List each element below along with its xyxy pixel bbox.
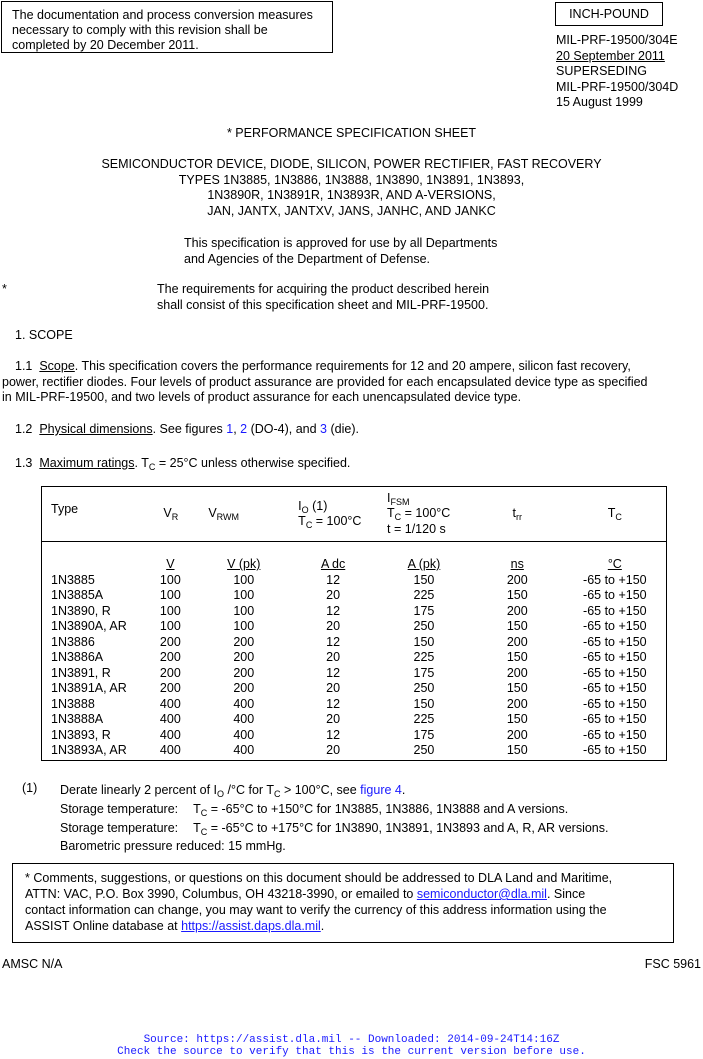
value-cell: 12 [326,727,341,742]
value-cell: 250 [413,619,435,633]
table-row [42,666,667,682]
doc-number: MIL-PRF-19500/304E [556,33,678,47]
units-cell [564,542,667,573]
header-text: t = 1/120 s [387,521,446,536]
document-number-block [556,33,678,111]
subscript: C [305,520,313,530]
value-cell: 400 [159,743,181,757]
comments-text: . [320,919,325,933]
section-1-2 [15,422,359,436]
subscript: O [301,504,309,515]
section-number: 1.1 [15,359,33,373]
value-cell: 225 [413,650,435,664]
value-cell: 175 [413,727,435,742]
value-cell: 200 [233,650,255,664]
superseded-date: 15 August 1999 [556,95,643,109]
table-row [42,573,667,589]
unit-label: ns [510,557,524,571]
value-cell: 20 [326,588,341,602]
value-cell: 20 [326,681,341,695]
approval-statement [184,236,497,267]
value-cell: 200 [159,650,181,664]
table-row [42,697,667,713]
value-cell: 200 [506,572,528,587]
value-cell: 12 [326,572,341,587]
value-cell: 100 [159,588,181,602]
header-text: I [298,498,302,513]
unit-label: A dc [320,557,346,571]
value-cell: -65 to +150 [583,650,647,664]
value-cell: 200 [506,665,528,680]
value-cell: 200 [233,665,255,680]
table-row [42,619,667,635]
comments-text: ASSIST Online database at [25,919,182,933]
comments-line-4 [25,918,673,934]
value-cell: 100 [159,603,181,618]
header-text: T [387,506,395,521]
figure-2-link[interactable]: 2 [240,422,248,436]
subscript: R [171,512,179,523]
value-cell: 200 [159,634,181,649]
source-line-1: Source: https://assist.dla.mil -- Downloaded: 2014-09-24T14:16Z [143,1034,560,1046]
value-cell: 200 [506,696,528,711]
subscript: C [200,827,208,837]
subscript: RWM [216,512,240,523]
value-cell: 150 [506,650,528,664]
table-row [42,743,667,760]
section-1-3 [15,456,350,470]
superseding-label: SUPERSEDING [556,64,647,78]
note-label: Storage temperature: [60,821,179,835]
header-vrwm [198,487,289,542]
figure-1-link[interactable]: 1 [226,422,234,436]
subscript: C [394,512,402,523]
device-type-cell: 1N3893A, AR [51,743,127,757]
subscript: C [615,512,622,523]
unit-label: °C [607,557,622,571]
conversion-notice: The documentation and process conversion measures necessary to comply with this revision shall be completed by 20 December 2011. [1,1,333,53]
units-row [42,542,667,573]
header-ifsm [377,487,471,542]
approval-line-1: This specification is approved for use by all Departments [184,236,498,250]
value-cell: -65 to +150 [583,712,647,726]
section-text: (DO-4), and [247,422,321,436]
value-cell: 200 [159,681,181,695]
units-cell [142,542,198,573]
value-cell: -65 to +150 [583,603,647,618]
device-type-cell: 1N3888A [51,712,104,726]
table-notes [60,781,608,854]
device-type-cell: 1N3886 [51,634,95,649]
note-label: Storage temperature: [60,802,179,816]
value-cell: 12 [326,634,341,649]
device-type-cell: 1N3891A, AR [51,681,127,695]
units-cell [289,542,377,573]
device-type-cell: 1N3893, R [51,727,111,742]
value-cell: 20 [326,650,341,664]
sheet-title: * PERFORMANCE SPECIFICATION SHEET [226,126,477,140]
value-cell: 200 [506,634,528,649]
header-text: = 100°C [312,514,362,528]
section-text: power, rectifier diodes. Four levels of product assurance are provided for each encapsulated device type as specified [2,374,648,389]
header-type [42,487,143,542]
value-cell: 12 [326,665,341,680]
amsc-label: AMSC N/A [2,957,63,971]
header-vr [142,487,198,542]
table-row [42,650,667,666]
value-cell: 20 [326,619,341,633]
value-cell: 100 [233,588,255,602]
value-cell: 200 [506,727,528,742]
value-cell: 20 [326,712,341,726]
section-1-1 [0,359,703,406]
value-cell: 175 [413,665,435,680]
maximum-ratings-table [41,486,667,761]
value-cell: -65 to +150 [583,681,647,695]
doc-date: 20 September 2011 [556,48,665,63]
approval-line-2: and Agencies of the Department of Defense. [184,251,430,266]
comments-line-1: * Comments, suggestions, or questions on this document should be addressed to DLA Land and Maritime, [25,871,613,885]
section-text: . See figures [152,422,227,436]
value-cell: 150 [506,588,528,602]
value-cell: 400 [159,696,181,711]
section-title: Maximum ratings [39,456,135,470]
requirements-statement [157,282,489,313]
table-row [42,712,667,728]
section-text: (die). [327,422,359,436]
assist-link[interactable]: https://assist.daps.dla.mil [181,919,321,933]
derate-note [60,781,608,800]
value-cell: 225 [413,588,435,602]
fsc-label: FSC 5961 [644,957,701,971]
comments-text: ATTN: VAC, P.O. Box 3990, Columbus, OH 43218-3990, or emailed to [25,887,417,901]
comments-text: . Since [546,887,586,901]
value-cell: 150 [506,712,528,726]
units-cell [198,542,289,573]
table-row [42,681,667,697]
device-type-cell: 1N3885 [51,572,95,587]
value-cell: 100 [159,572,181,587]
table-row [42,604,667,620]
device-type-cell: 1N3890A, AR [51,619,127,633]
inch-pound-label: INCH-POUND [555,2,663,26]
value-cell: 100 [233,619,255,633]
storage-note-1 [60,800,608,819]
unit-label: V [166,557,175,571]
units-cell [471,542,564,573]
change-star: * [2,282,7,296]
section-text: in MIL-PRF-19500, and two levels of product assurance for each unencapsulated device type. [2,390,522,404]
value-cell: 175 [413,603,435,618]
subscript: FSM [390,496,410,507]
value-cell: -65 to +150 [583,588,647,602]
value-cell: 150 [413,696,435,711]
value-cell: 250 [413,743,435,757]
header-text: = 100°C [401,506,451,521]
value-cell: 100 [233,572,255,587]
note-text: > 100°C, see [280,783,361,797]
table-header-row [42,487,667,542]
value-cell: -65 to +150 [583,572,647,587]
device-title [0,157,703,219]
value-cell: 400 [159,727,181,742]
note-marker: (1) [22,781,38,795]
title-line-4: JAN, JANTX, JANTXV, JANS, JANHC, AND JANKC [207,203,496,218]
value-cell: 400 [233,743,255,757]
figure-4-link[interactable]: figure 4 [360,783,402,797]
subscript: C [148,462,156,472]
device-type-cell: 1N3888 [51,696,95,711]
value-cell: 150 [506,619,528,633]
unit-label: A (pk) [407,557,441,571]
table-row [42,728,667,744]
value-cell: 12 [326,696,341,711]
header-text: Type [51,502,79,517]
header-trr [471,487,564,542]
barometric-note: Barometric pressure reduced: 15 mmHg. [60,839,286,853]
units-cell [377,542,471,573]
header-text: T [298,514,306,528]
note-text: Derate linearly 2 percent of I [60,783,218,797]
device-type-cell: 1N3885A [51,588,104,602]
value-cell: 150 [506,681,528,695]
note-text: = -65°C to +175°C for 1N3890, 1N3891, 1N3893 and A, R, AR versions. [207,821,609,835]
header-io [289,487,377,542]
title-line-1: SEMICONDUCTOR DEVICE, DIODE, SILICON, POWER RECTIFIER, FAST RECOVERY [101,157,602,171]
source-line-2: Check the source to verify that this is the current version before use. [117,1046,586,1058]
note-text: /°C for T [224,783,274,797]
value-cell: 100 [159,619,181,633]
section-number: 1.3 [15,456,33,470]
header-text: t [512,506,516,521]
requirements-line-2: shall consist of this specification sheet and MIL-PRF-19500. [157,297,489,312]
section-text: . This specification covers the performance requirements for 12 and 20 ampere, silicon fast recovery, [74,359,631,373]
value-cell: 400 [233,712,255,726]
section-title: Physical dimensions [39,422,153,436]
note-text: T [193,821,201,835]
header-text: (1) [308,498,328,513]
subscript: rr [516,512,522,523]
unit-label: V (pk) [227,557,261,571]
value-cell: 200 [233,681,255,695]
subscript: C [200,808,208,818]
requirements-line-1: The requirements for acquiring the product described herein [157,282,490,296]
section-number: 1.2 [15,422,33,436]
note-text: = -65°C to +150°C for 1N3885, 1N3886, 1N3888 and A versions. [207,802,569,816]
value-cell: 400 [159,712,181,726]
value-cell: -65 to +150 [583,665,647,680]
superseded-number: MIL-PRF-19500/304D [556,79,679,94]
value-cell: 150 [413,572,435,587]
value-cell: 100 [233,603,255,618]
value-cell: -65 to +150 [583,619,647,633]
section-text: = 25°C unless otherwise specified. [155,456,351,470]
section-title: Scope [39,359,75,373]
value-cell: 200 [233,634,255,649]
value-cell: -65 to +150 [583,634,647,649]
note-text: . [401,783,406,797]
device-type-cell: 1N3890, R [51,603,111,618]
note-text: T [193,802,201,816]
value-cell: 225 [413,712,435,726]
value-cell: 200 [159,665,181,680]
value-cell: -65 to +150 [583,727,647,742]
value-cell: -65 to +150 [583,696,647,711]
title-line-3: 1N3890R, 1N3891R, 1N3893R, AND A-VERSIONS, [207,188,496,202]
value-cell: 150 [413,634,435,649]
table-body [42,542,667,761]
subscript: C [273,789,281,799]
comments-line-3: contact information can change, you may want to verify the currency of this address information using the [25,903,607,917]
value-cell: 12 [326,603,341,618]
value-cell: 400 [233,696,255,711]
header-text: V [208,506,217,521]
header-text: V [163,506,172,521]
value-cell: 250 [413,681,435,695]
subscript: O [217,789,225,799]
storage-note-2 [60,819,608,838]
email-link[interactable]: semiconductor@dla.mil [416,887,547,901]
units-cell [42,542,143,573]
table-row [42,588,667,604]
scope-heading: 1. SCOPE [15,328,73,342]
table-row [42,635,667,651]
value-cell: -65 to +150 [583,743,647,757]
header-tc [564,487,667,542]
device-type-cell: 1N3886A [51,650,104,664]
device-type-cell: 1N3891, R [51,665,111,680]
title-line-2: TYPES 1N3885, 1N3886, 1N3888, 1N3890, 1N3891, 1N3893, [178,172,525,187]
value-cell: 20 [326,743,341,757]
header-text: I [387,490,391,505]
comments-box [12,863,674,943]
value-cell: 150 [506,743,528,757]
section-text: . T [134,456,149,470]
comments-line-2 [25,886,673,902]
header-text: T [607,506,616,521]
value-cell: 400 [233,727,255,742]
figure-3-link[interactable]: 3 [320,422,327,436]
value-cell: 200 [506,603,528,618]
section-text: , [233,422,241,436]
